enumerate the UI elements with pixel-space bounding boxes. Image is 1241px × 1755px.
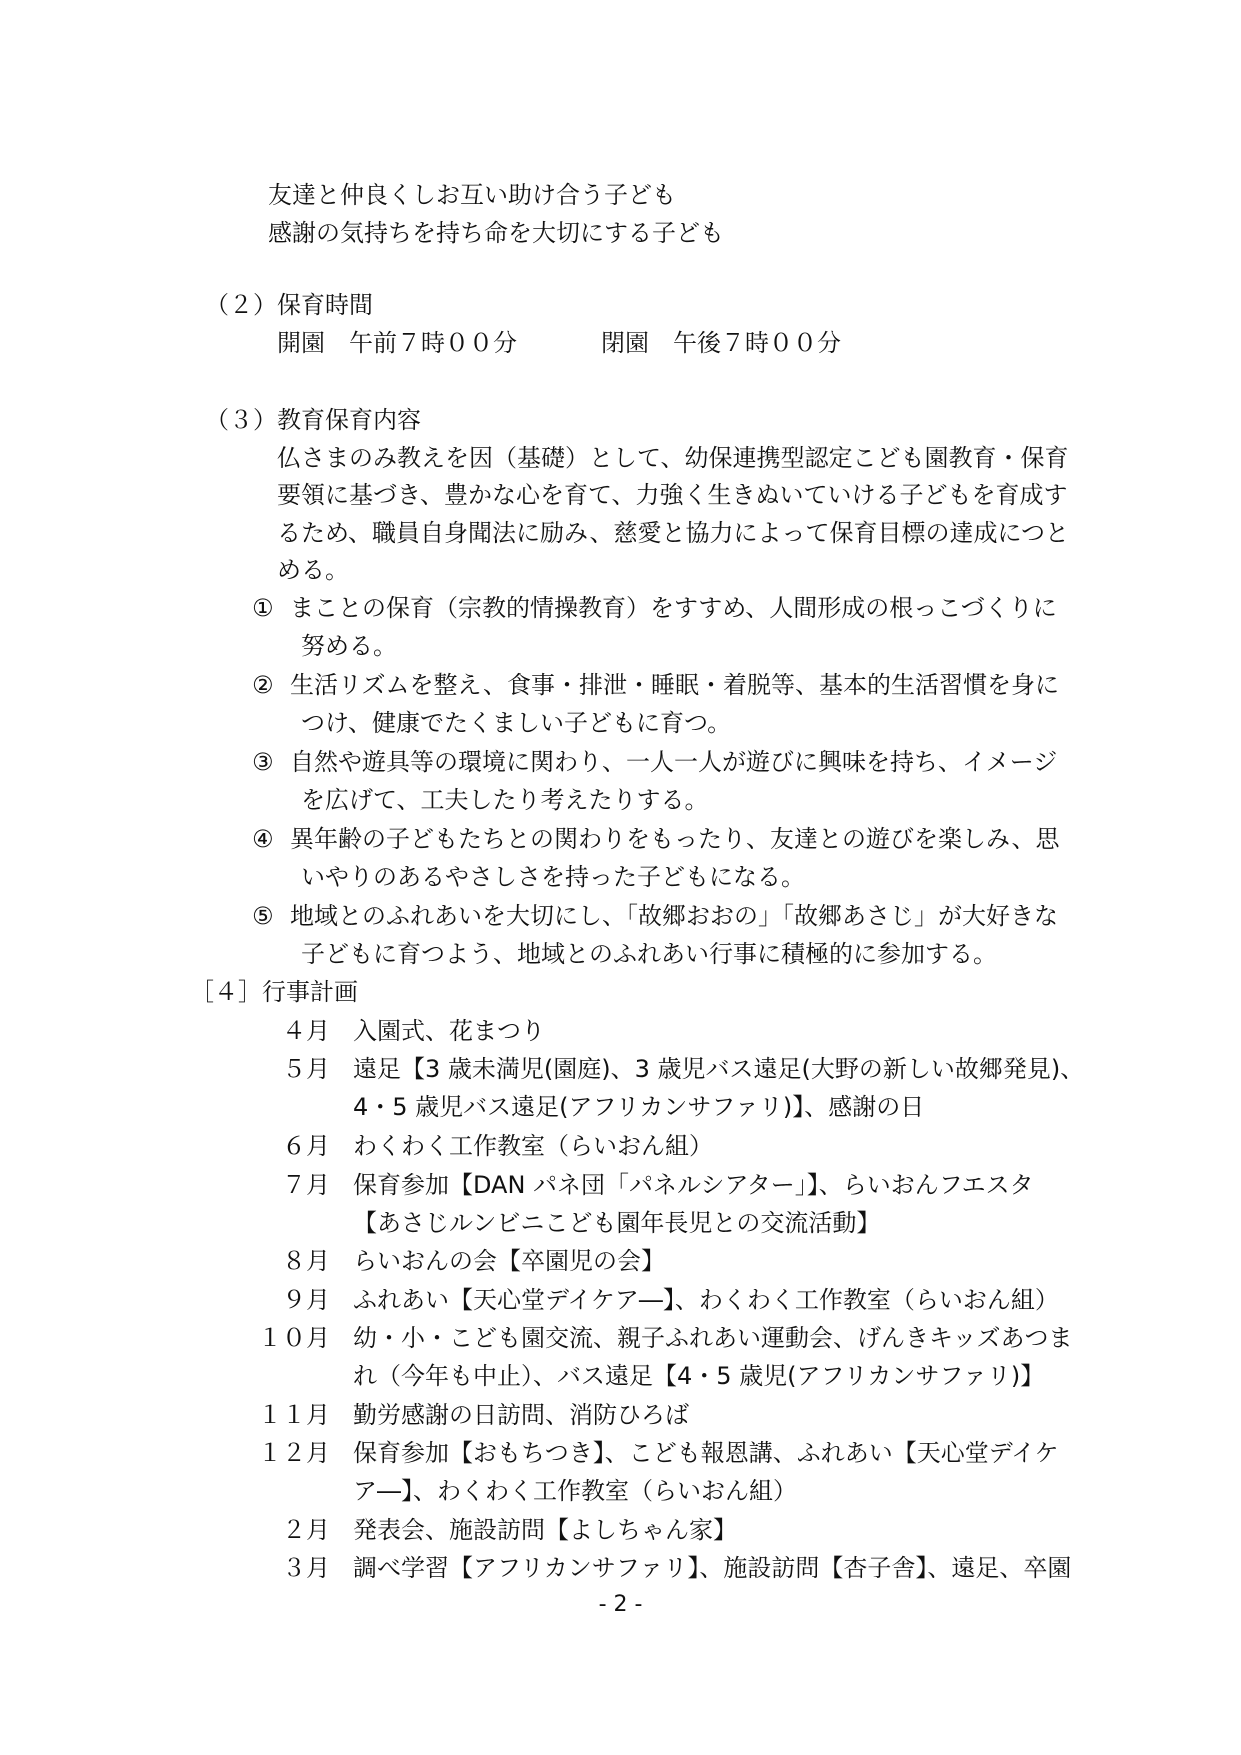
goal-line: 感謝の気持ちを持ち命を大切にする子ども <box>268 219 724 247</box>
event-line: 遠足【3 歳未満児(園庭)、3 歳児バス遠足(大野の新しい故郷発見)、 <box>353 1055 1085 1083</box>
section-heading-hours: （２）保育時間 <box>205 291 373 319</box>
event-month: １０月 <box>258 1324 330 1352</box>
content-intro-line: 要領に基づき、豊かな心を育て、力強く生きぬいていける子どもを育成す <box>277 481 1068 509</box>
event-month: １２月 <box>258 1439 330 1467</box>
event-month: ８月 <box>282 1247 330 1275</box>
content-intro-line: るため、職員自身聞法に励み、慈愛と協力によって保育目標の達成につと <box>277 519 1069 547</box>
event-line: 保育参加【おもちつき】、こども報恩講、ふれあい【天心堂デイケ <box>353 1439 1059 1467</box>
event-line: 発表会、施設訪問【よしちゃん家】 <box>353 1516 737 1544</box>
item-line: まことの保育（宗教的情操教育）をすすめ、人間形成の根っこづくりに <box>290 594 1057 622</box>
event-month: ７月 <box>282 1171 330 1199</box>
event-line: 4・5 歳児バス遠足(アフリカンサファリ)】、感謝の日 <box>353 1093 925 1121</box>
event-line: ふれあい【天心堂デイケア―】、わくわく工作教室（らいおん組） <box>353 1286 1059 1314</box>
event-line: らいおんの会【卒園児の会】 <box>353 1247 665 1275</box>
item-marker: ① <box>252 594 274 622</box>
item-line: 地域とのふれあいを大切にし、「故郷おおの」「故郷あさじ」が大好きな <box>290 902 1058 930</box>
event-month: ３月 <box>282 1554 330 1582</box>
item-marker: ⑤ <box>252 902 274 930</box>
item-line: いやりのあるやさしさを持った子どもになる。 <box>301 863 805 891</box>
event-line: わくわく工作教室（らいおん組） <box>353 1132 713 1160</box>
page-number: - 2 - <box>598 1592 643 1617</box>
event-line: 調べ学習【アフリカンサファリ】、施設訪問【杏子舎】、遠足、卒園 <box>353 1554 1072 1582</box>
event-month: １１月 <box>258 1401 330 1429</box>
item-marker: ④ <box>252 825 274 853</box>
item-marker: ③ <box>252 748 274 776</box>
event-month: ２月 <box>282 1516 330 1544</box>
closing-time: 閉園 午後７時００分 <box>601 329 841 357</box>
event-line: 【あさじルンビニこども園年長児との交流活動】 <box>353 1209 881 1237</box>
event-month: ６月 <box>282 1132 330 1160</box>
section-heading-content: （３）教育保育内容 <box>205 406 421 434</box>
opening-time: 開園 午前７時００分 <box>277 329 517 357</box>
event-month: ９月 <box>282 1286 330 1314</box>
event-line: 入園式、花まつり <box>353 1017 545 1045</box>
item-line: 異年齢の子どもたちとの関わりをもったり、友達との遊びを楽しみ、思 <box>290 825 1060 853</box>
item-marker: ② <box>252 671 274 699</box>
content-intro-line: める。 <box>277 556 349 584</box>
content-intro-line: 仏さまのみ教えを因（基礎）として、幼保連携型認定こども園教育・保育 <box>277 444 1069 472</box>
event-month: ５月 <box>282 1055 330 1083</box>
section-heading-events: ［４］行事計画 <box>190 978 358 1006</box>
item-line: 自然や遊具等の環境に関わり、一人一人が遊びに興味を持ち、イメージ <box>290 748 1058 776</box>
item-line: 努める。 <box>301 632 397 660</box>
item-line: を広げて、工夫したり考えたりする。 <box>301 786 709 814</box>
event-line: 保育参加【DAN パネ団「パネルシアター」】、らいおんフエスタ <box>353 1171 1034 1199</box>
event-line: ア―】、わくわく工作教室（らいおん組） <box>353 1477 797 1505</box>
item-line: つけ、健康でたくましい子どもに育つ。 <box>301 709 732 737</box>
event-month: ４月 <box>282 1017 330 1045</box>
event-line: れ（今年も中止）、バス遠足【4・5 歳児(アフリカンサファリ)】 <box>353 1362 1045 1390</box>
item-line: 子どもに育つよう、地域とのふれあい行事に積極的に参加する。 <box>301 940 997 968</box>
item-line: 生活リズムを整え、食事・排泄・睡眠・着脱等、基本的生活習慣を身に <box>290 671 1059 699</box>
event-line: 勤労感謝の日訪問、消防ひろば <box>353 1401 689 1429</box>
goal-line: 友達と仲良くしお互い助け合う子ども <box>268 181 676 209</box>
event-line: 幼・小・こども園交流、親子ふれあい運動会、げんきキッズあつま <box>353 1324 1073 1352</box>
